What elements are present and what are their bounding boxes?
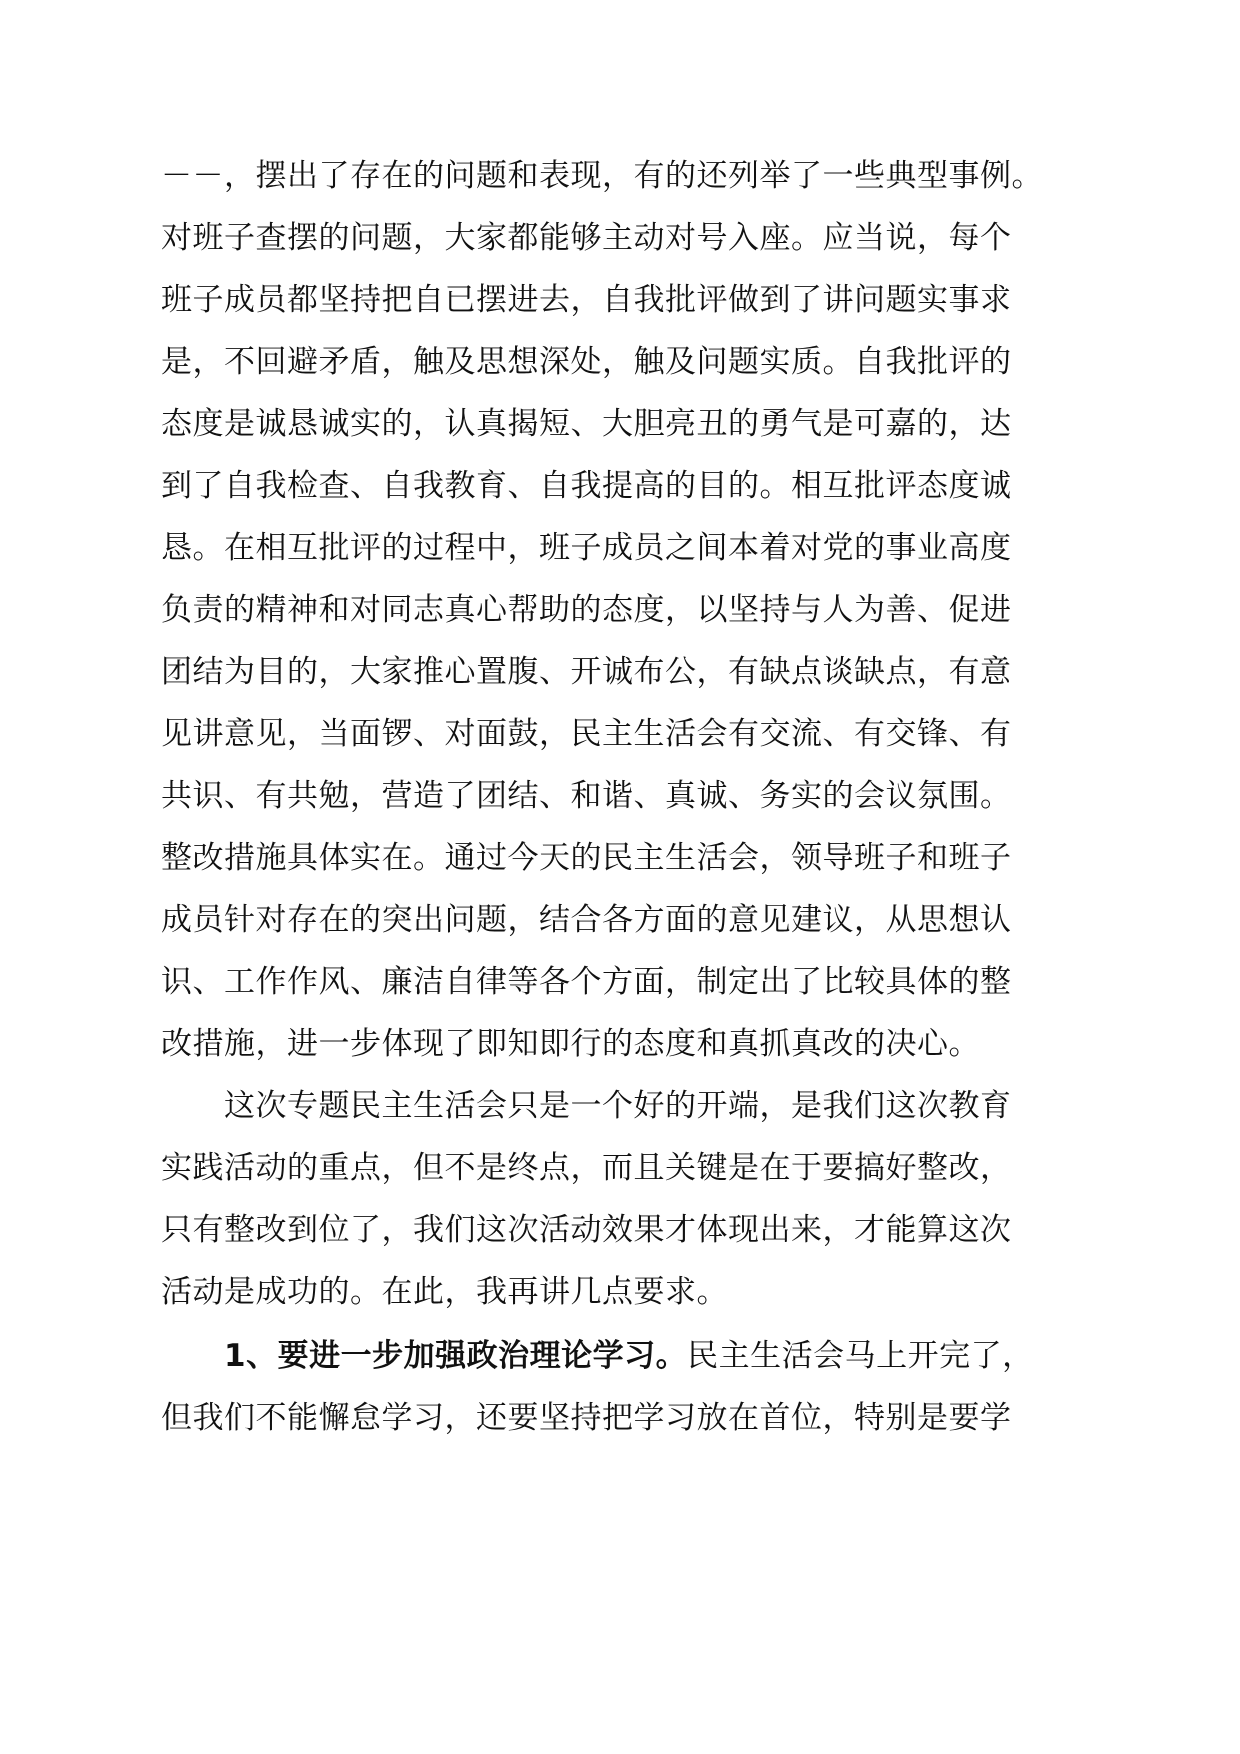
heading-line-text: 民主生活会马上开完了， <box>687 1338 1034 1374</box>
text-line: 到了自我检查、自我教育、自我提高的目的。相互批评态度诚 <box>161 468 1012 504</box>
text-line: 对班子查摆的问题，大家都能够主动对号入座。应当说，每个 <box>161 220 1012 256</box>
text-line: 态度是诚恳诚实的，认真揭短、大胆亮丑的勇气是可嘉的，达 <box>161 406 1012 442</box>
text-line: 负责的精神和对同志真心帮助的态度，以坚持与人为善、促进 <box>161 592 1012 628</box>
text-line: －－，摆出了存在的问题和表现，有的还列举了一些典型事例。 <box>161 158 1043 194</box>
text-line: 改措施，进一步体现了即知即行的态度和真抓真改的决心。 <box>161 1026 980 1062</box>
text-line: 班子成员都坚持把自已摆进去，自我批评做到了讲问题实事求 <box>161 282 1012 318</box>
text-line: 团结为目的，大家推心置腹、开诚布公，有缺点谈缺点，有意 <box>161 654 1012 690</box>
section-heading-line <box>224 1326 1124 1386</box>
text-line: 实践活动的重点，但不是终点，而且关键是在于要搞好整改， <box>161 1150 1012 1186</box>
text-line: 这次专题民主生活会只是一个好的开端，是我们这次教育 <box>224 1088 1012 1124</box>
text-line: 但我们不能懈怠学习，还要坚持把学习放在首位，特别是要学 <box>161 1400 1012 1436</box>
text-line: 整改措施具体实在。通过今天的民主生活会，领导班子和班子 <box>161 840 1012 876</box>
text-line: 识、工作作风、廉洁自律等各个方面，制定出了比较具体的整 <box>161 964 1012 1000</box>
text-line: 见讲意见，当面锣、对面鼓，民主生活会有交流、有交锋、有 <box>161 716 1012 752</box>
section-heading: 1、要进一步加强政治理论学习。 <box>224 1338 688 1374</box>
text-line: 活动是成功的。在此，我再讲几点要求。 <box>161 1274 728 1310</box>
text-line: 恳。在相互批评的过程中，班子成员之间本着对党的事业高度 <box>161 530 1012 566</box>
text-line: 只有整改到位了，我们这次活动效果才体现出来，才能算这次 <box>161 1212 1012 1248</box>
text-line: 成员针对存在的突出问题，结合各方面的意见建议，从思想认 <box>161 902 1012 938</box>
text-line: 共识、有共勉，营造了团结、和谐、真诚、务实的会议氛围。 <box>161 778 1012 814</box>
text-line: 是，不回避矛盾，触及思想深处，触及问题实质。自我批评的 <box>161 344 1012 380</box>
